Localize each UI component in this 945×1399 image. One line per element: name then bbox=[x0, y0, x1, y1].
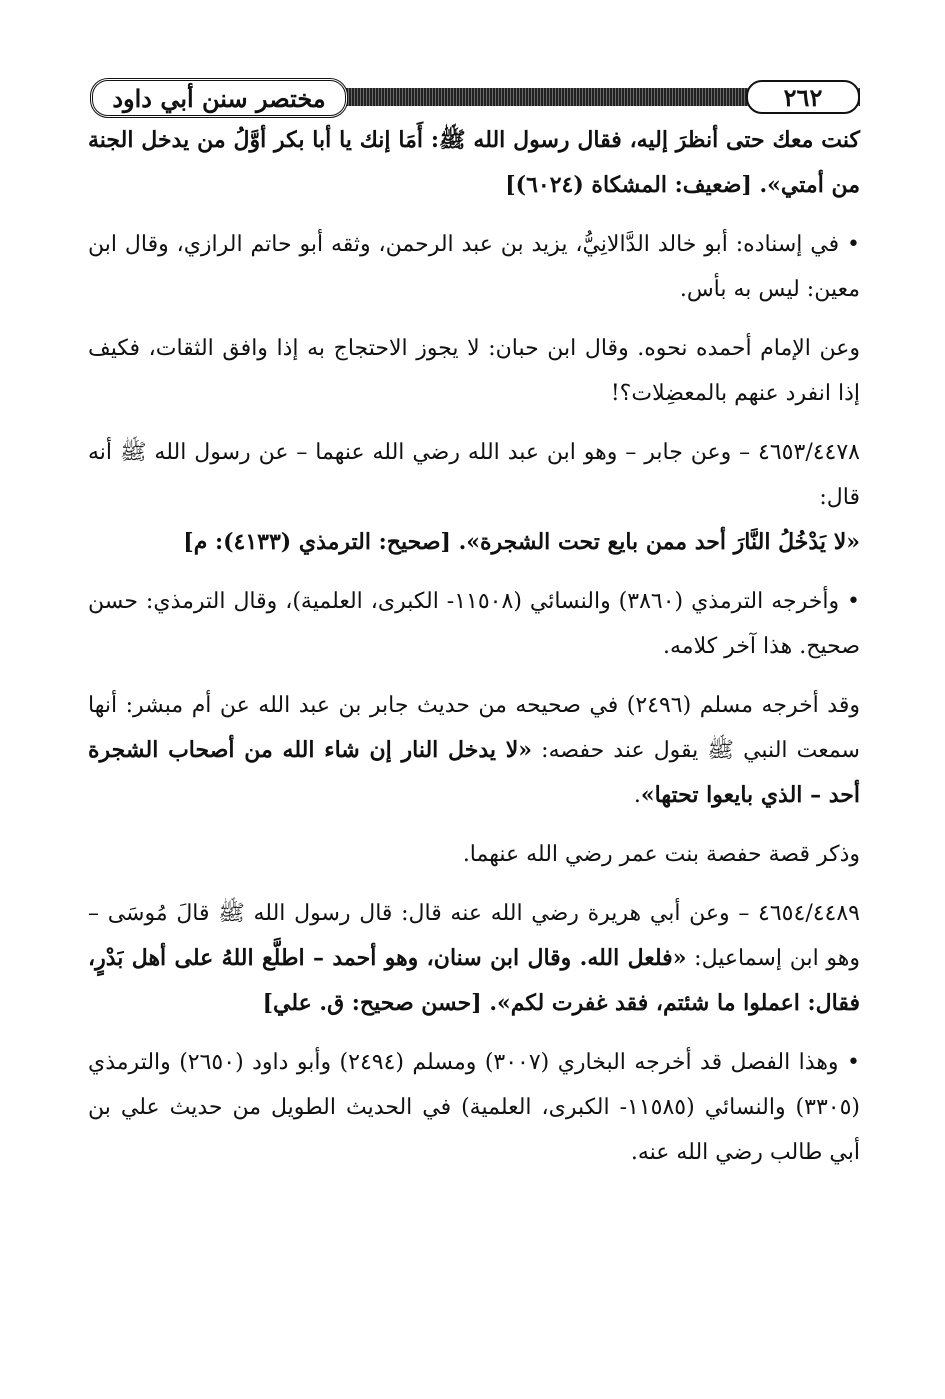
paragraph-hadith-4654 bbox=[88, 891, 860, 1026]
hadith-4654-text: «فلعل الله. وقال ابن سنان، وهو أحمد – اطلَّع اللهُ على أهل بَدْرٍ، فقال: اعملوا ما شئتم، فقد غفرت لكم». [حسن صحيح: ق. علي] bbox=[88, 945, 860, 1016]
page-content bbox=[88, 118, 860, 1175]
paragraph-hadith-continuation: كنت معك حتى أنظرَ إليه، فقال رسول الله ﷺ: أَمَا إنك يا أبا بكر أوَّلُ من يدخل الجنة من أمتي». [ضعيف: المشكاة (٦٠٢٤)] bbox=[88, 127, 860, 198]
paragraph-hafsa-story: وذكر قصة حفصة بنت عمر رضي الله عنهما. bbox=[462, 842, 860, 867]
book-title: مختصر سنن أبي داود bbox=[90, 78, 348, 118]
paragraph-takhrij-note: • وهذا الفصل قد أخرجه البخاري (٣٠٠٧) ومسلم (٢٤٩٤) وأبو داود (٢٦٥٠) والترمذي (٣٣٠٥) والنسائي (١١٥٨٥- الكبرى، العلمية) في الحديث الطويل من حديث علي بن أبي طالب رضي الله عنه. bbox=[88, 1050, 860, 1165]
paragraph-hadith-4653-intro: ٤٦٥٣/٤٤٧٨ – وعن جابر – وهو ابن عبد الله رضي الله عنهما – عن رسول الله ﷺ أنه قال: bbox=[88, 440, 860, 510]
muslim-note-text: وقد أخرجه مسلم (٢٤٩٦) في صحيحه من حديث جابر بن عبد الله عن أم مبشر: أنها سمعت النبي ﷺ يقول عند حفصه: bbox=[88, 693, 860, 763]
paragraph-tirmidhi-note: • وأخرجه الترمذي (٣٨٦٠) والنسائي (١١٥٠٨- الكبرى، العلمية)، وقال الترمذي: حسن صحيح. هذا آخر كلامه. bbox=[88, 589, 861, 659]
paragraph-ibn-hibban-note: وعن الإمام أحمده نحوه. وقال ابن حبان: لا يجوز الاحتجاج به إذا وافق الثقات، فكيف إذا انفرد عنهم بالمعضِلات؟! bbox=[88, 336, 860, 406]
muslim-note-end: . bbox=[633, 783, 641, 808]
muslim-note-quote: «لا يدخل النار إن شاء الله من أصحاب الشجرة أحد – الذي بايعوا تحتها» bbox=[88, 737, 860, 808]
hadith-4654-intro: ٤٦٥٤/٤٤٨٩ – وعن أبي هريرة رضي الله عنه قال: قال رسول الله ﷺ قالَ مُوسَى – وهو ابن إسماعيل: bbox=[88, 901, 860, 971]
paragraph-hadith-4653-text: «لا يَدْخُلُ النَّارَ أحد ممن بايع تحت الشجرة». [صحيح: الترمذي (٤١٣٣): م] bbox=[183, 529, 860, 555]
page-number: ٢٦٢ bbox=[746, 80, 860, 114]
paragraph-isnad-note: • في إسناده: أبو خالد الدَّالانِيُّ، يزيد بن عبد الرحمن، وثقه أبو حاتم الرازي، وقال ابن معين: ليس به بأس. bbox=[88, 232, 860, 302]
paragraph-muslim-note bbox=[88, 683, 860, 818]
page-header bbox=[90, 78, 860, 118]
